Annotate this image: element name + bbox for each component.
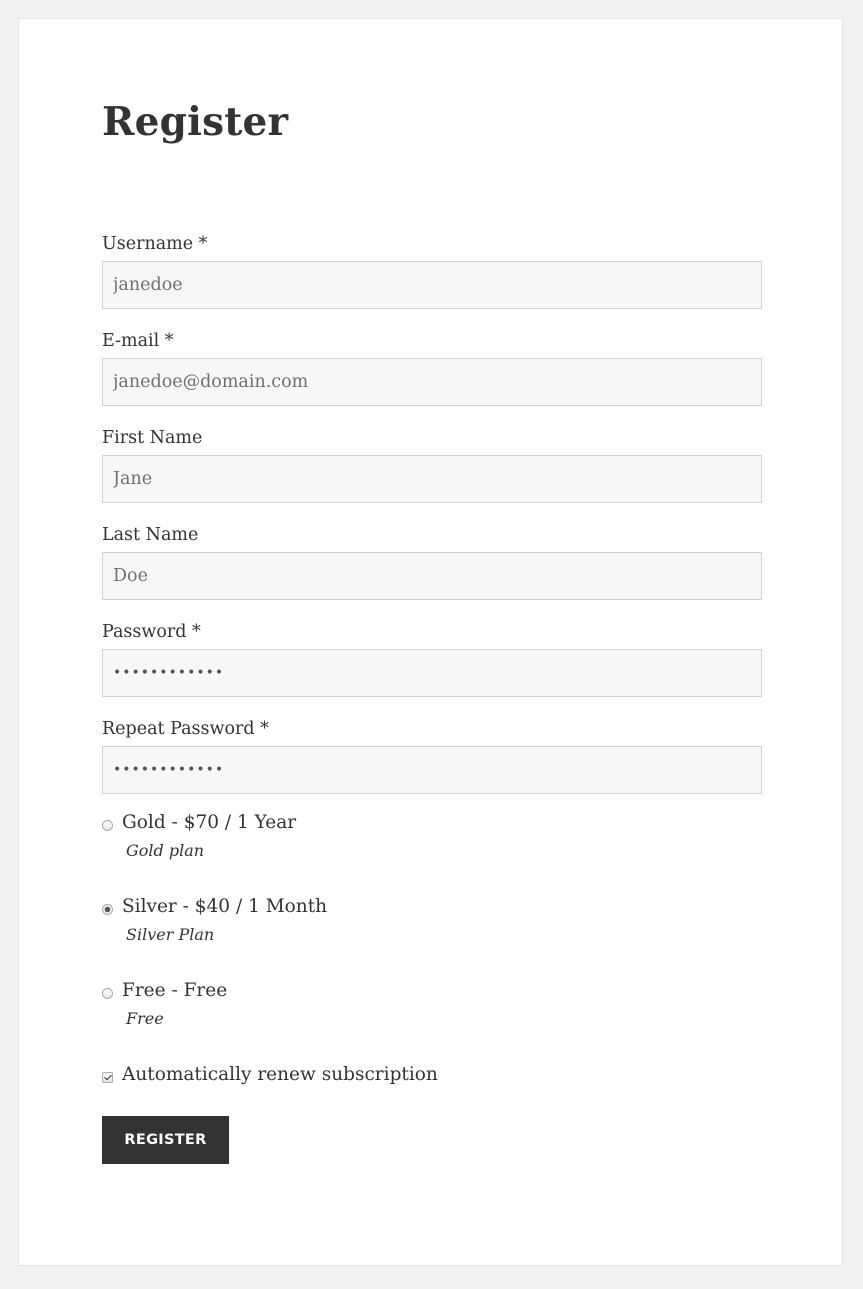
auto-renew-label[interactable]: Automatically renew subscription [122,1064,438,1085]
password-input[interactable] [102,649,762,697]
plan-free-description: Free [126,1009,164,1028]
plan-free-radio[interactable] [102,988,113,999]
register-form [102,232,762,1164]
plan-gold [102,812,762,900]
plan-silver-radio[interactable] [102,904,113,915]
last-name-field [102,523,762,600]
email-input[interactable] [102,358,762,406]
first-name-label: First Name [102,428,203,448]
first-name-input[interactable] [102,455,762,503]
email-field [102,329,762,406]
repeat-password-field [102,717,762,794]
last-name-label: Last Name [102,525,199,545]
email-label: E-mail * [102,331,174,351]
register-button[interactable]: REGISTER [102,1116,229,1164]
auto-renew-checkbox[interactable] [102,1072,113,1083]
username-field [102,232,762,309]
subscription-plans [102,812,762,1068]
plan-gold-radio[interactable] [102,820,113,831]
first-name-field [102,426,762,503]
plan-silver [102,896,762,984]
page-title: Register [102,99,289,145]
username-label: Username * [102,234,208,254]
plan-silver-description: Silver Plan [126,925,215,944]
password-field [102,620,762,697]
plan-free [102,980,762,1068]
plan-silver-name[interactable]: Silver - $40 / 1 Month [122,896,328,917]
repeat-password-input[interactable] [102,746,762,794]
repeat-password-label: Repeat Password * [102,719,269,739]
plan-free-name[interactable]: Free - Free [122,980,228,1001]
auto-renew-row [102,1064,762,1116]
last-name-input[interactable] [102,552,762,600]
plan-gold-description: Gold plan [126,841,205,860]
username-input[interactable] [102,261,762,309]
password-label: Password * [102,622,201,642]
plan-gold-name[interactable]: Gold - $70 / 1 Year [122,812,297,833]
register-card [18,18,843,1266]
